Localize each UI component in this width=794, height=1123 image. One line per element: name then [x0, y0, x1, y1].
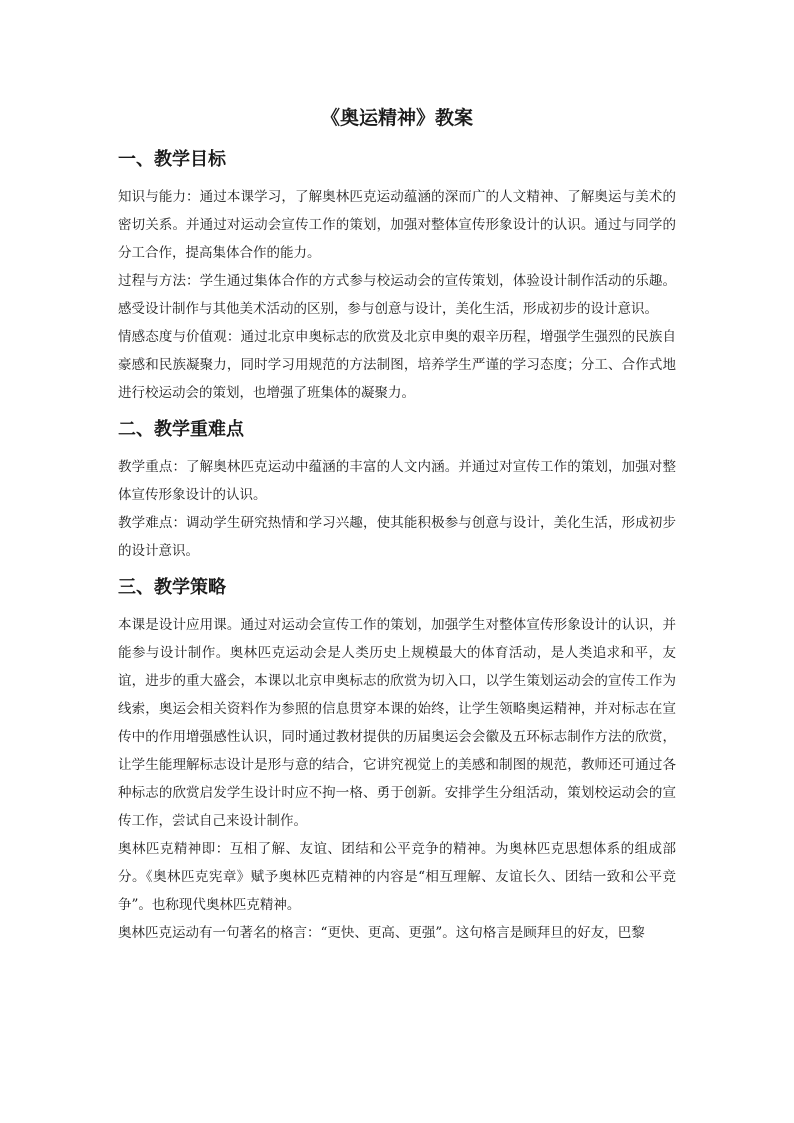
section-teaching-objectives: [118, 145, 676, 407]
paragraph: 情感态度与价值观：通过北京申奥标志的欣赏及北京申奥的艰辛历程，增强学生强烈的民族自豪感和民族凝聚力，同时学习用规范的方法制图，培养学生严谨的学习态度；分工、合作式地进行校运动会的策划，也增强了班集体的凝聚力。: [118, 329, 676, 401]
paragraph: 教学难点：调动学生研究热情和学习兴趣，使其能积极参与创意与设计，美化生活，形成初步的设计意识。: [118, 515, 676, 559]
section-heading: 三、教学策略: [118, 577, 226, 598]
paragraph: 本课是设计应用课。通过对运动会宣传工作的策划，加强学生对整体宣传形象设计的认识，并能参与设计制作。奥林匹克运动会是人类历史上规模最大的体育活动，是人类追求和平，友谊，进步的重大盛会，本课以北京申奥标志的欣赏为切入口，以学生策划运动会的宣传工作为线索，奥运会相关资料作为参照的信息贯穿本课的始终，让学生领略奥运精神，并对标志在宣传中的作用增强感性认识，同时通过教材提供的历届奥运会会徽及五环标志制作方法的欣赏，让学生能理解标志设计是形与意的结合，它讲究视觉上的美感和制图的规范，教师还可通过各种标志的欣赏启发学生设计时应不拘一格、勇于创新。安排学生分组活动，策划校运动会的宣传工作，尝试自己来设计制作。: [118, 617, 676, 829]
document-title: 《奥运精神》教案: [320, 107, 473, 129]
paragraph: 过程与方法：学生通过集体合作的方式参与校运动会的宣传策划，体验设计制作活动的乐趣。感受设计制作与其他美术活动的区别，参与创意与设计，美化生活，形成初步的设计意识。: [118, 273, 676, 317]
section-teaching-strategy: [118, 573, 676, 947]
section-heading: 二、教学重难点: [118, 419, 244, 440]
paragraph: 奥林匹克精神即：互相了解、友谊、团结和公平竞争的精神。为奥林匹克思想体系的组成部分。《奥林匹克宪章》赋予奥林匹克精神的内容是“相互理解、友谊长久、团结一致和公平竞争”。也称现代奥林匹克精神。: [118, 841, 676, 913]
paragraph: 教学重点：了解奥林匹克运动中蕴涵的丰富的人文内涵。并通过对宣传工作的策划，加强对整体宣传形象设计的认识。: [118, 459, 676, 503]
section-key-difficulties: [118, 415, 676, 565]
section-heading: 一、教学目标: [118, 149, 226, 170]
paragraph: 奥林匹克运动有一句著名的格言：“更快、更高、更强”。这句格言是顾拜旦的好友，巴黎: [118, 925, 645, 941]
paragraph: 知识与能力：通过本课学习，了解奥林匹克运动蕴涵的深而广的人文精神、了解奥运与美术的密切关系。并通过对运动会宣传工作的策划，加强对整体宣传形象设计的认识。通过与同学的分工合作，提高集体合作的能力。: [118, 189, 676, 261]
